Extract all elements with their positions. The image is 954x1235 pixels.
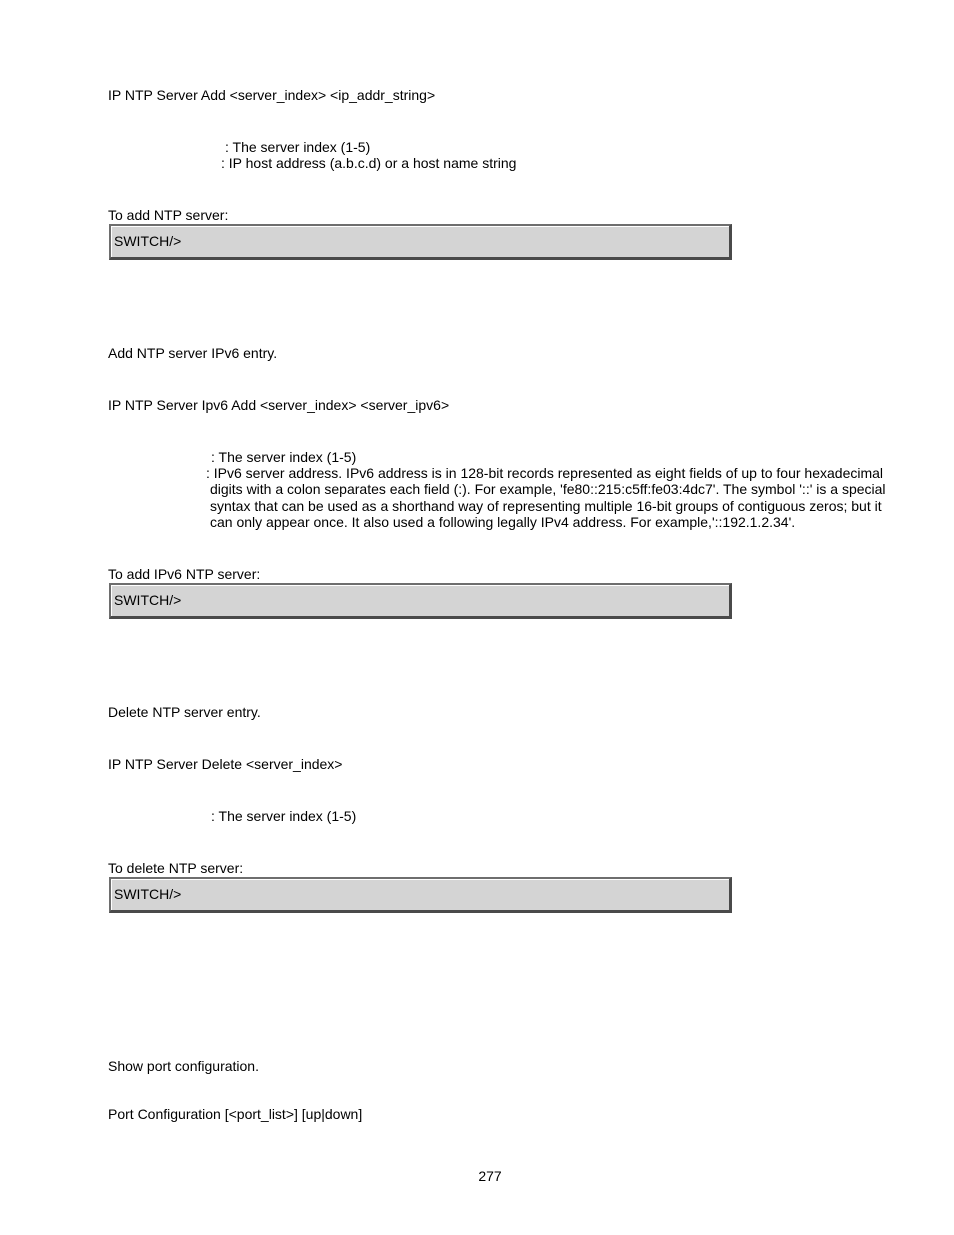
port-config-description: Show port configuration. (108, 1058, 259, 1074)
ntp-add-param-ip-addr: : IP host address (a.b.c.d) or a host name string (221, 155, 517, 171)
ntp-delete-example-label: To delete NTP server: (108, 860, 244, 876)
ntp-ipv6-example-label: To add IPv6 NTP server: (108, 566, 261, 582)
ntp-ipv6-description: Add NTP server IPv6 entry. (108, 345, 278, 361)
ntp-ipv6-prompt: SWITCH/> (114, 592, 182, 608)
ntp-add-command-box (109, 224, 732, 260)
ntp-ipv6-command-box (109, 583, 732, 619)
ntp-add-prompt: SWITCH/> (114, 233, 182, 249)
ntp-ipv6-param-server-index: : The server index (1-5) (211, 449, 357, 465)
ntp-ipv6-syntax: IP NTP Server Ipv6 Add <server_index> <server_ipv6> (108, 397, 450, 413)
ntp-delete-param-server-index: : The server index (1-5) (211, 808, 357, 824)
ntp-ipv6-param-ipv6-rest: digits with a colon separates each field (:). For example, 'fe80::215:c5ff:fe03:4dc7'. The symbol '::' is a special syntax that can be used as a shorthand way of representing multiple 16-bit groups of contiguous zeros; but it can only appear once. It also used a following legally IPv4 address. For example,'::192.1.2.34'. (210, 481, 886, 530)
ntp-add-syntax: IP NTP Server Add <server_index> <ip_addr_string> (108, 87, 436, 103)
ntp-add-param-server-index: : The server index (1-5) (225, 139, 371, 155)
ntp-delete-prompt: SWITCH/> (114, 886, 182, 902)
ntp-ipv6-param-ipv6-lead: : IPv6 server address. IPv6 address is in 128-bit records represented as eight fields of up to four hexadecimal (206, 465, 884, 481)
page-number: 277 (478, 1168, 502, 1184)
ntp-ipv6-param-ipv6 (206, 465, 896, 530)
ntp-delete-syntax: IP NTP Server Delete <server_index> (108, 756, 343, 772)
ntp-add-example-label: To add NTP server: (108, 207, 229, 223)
port-config-syntax: Port Configuration [<port_list>] [up|down] (108, 1106, 363, 1122)
ntp-delete-command-box (109, 877, 732, 913)
ntp-delete-description: Delete NTP server entry. (108, 704, 261, 720)
